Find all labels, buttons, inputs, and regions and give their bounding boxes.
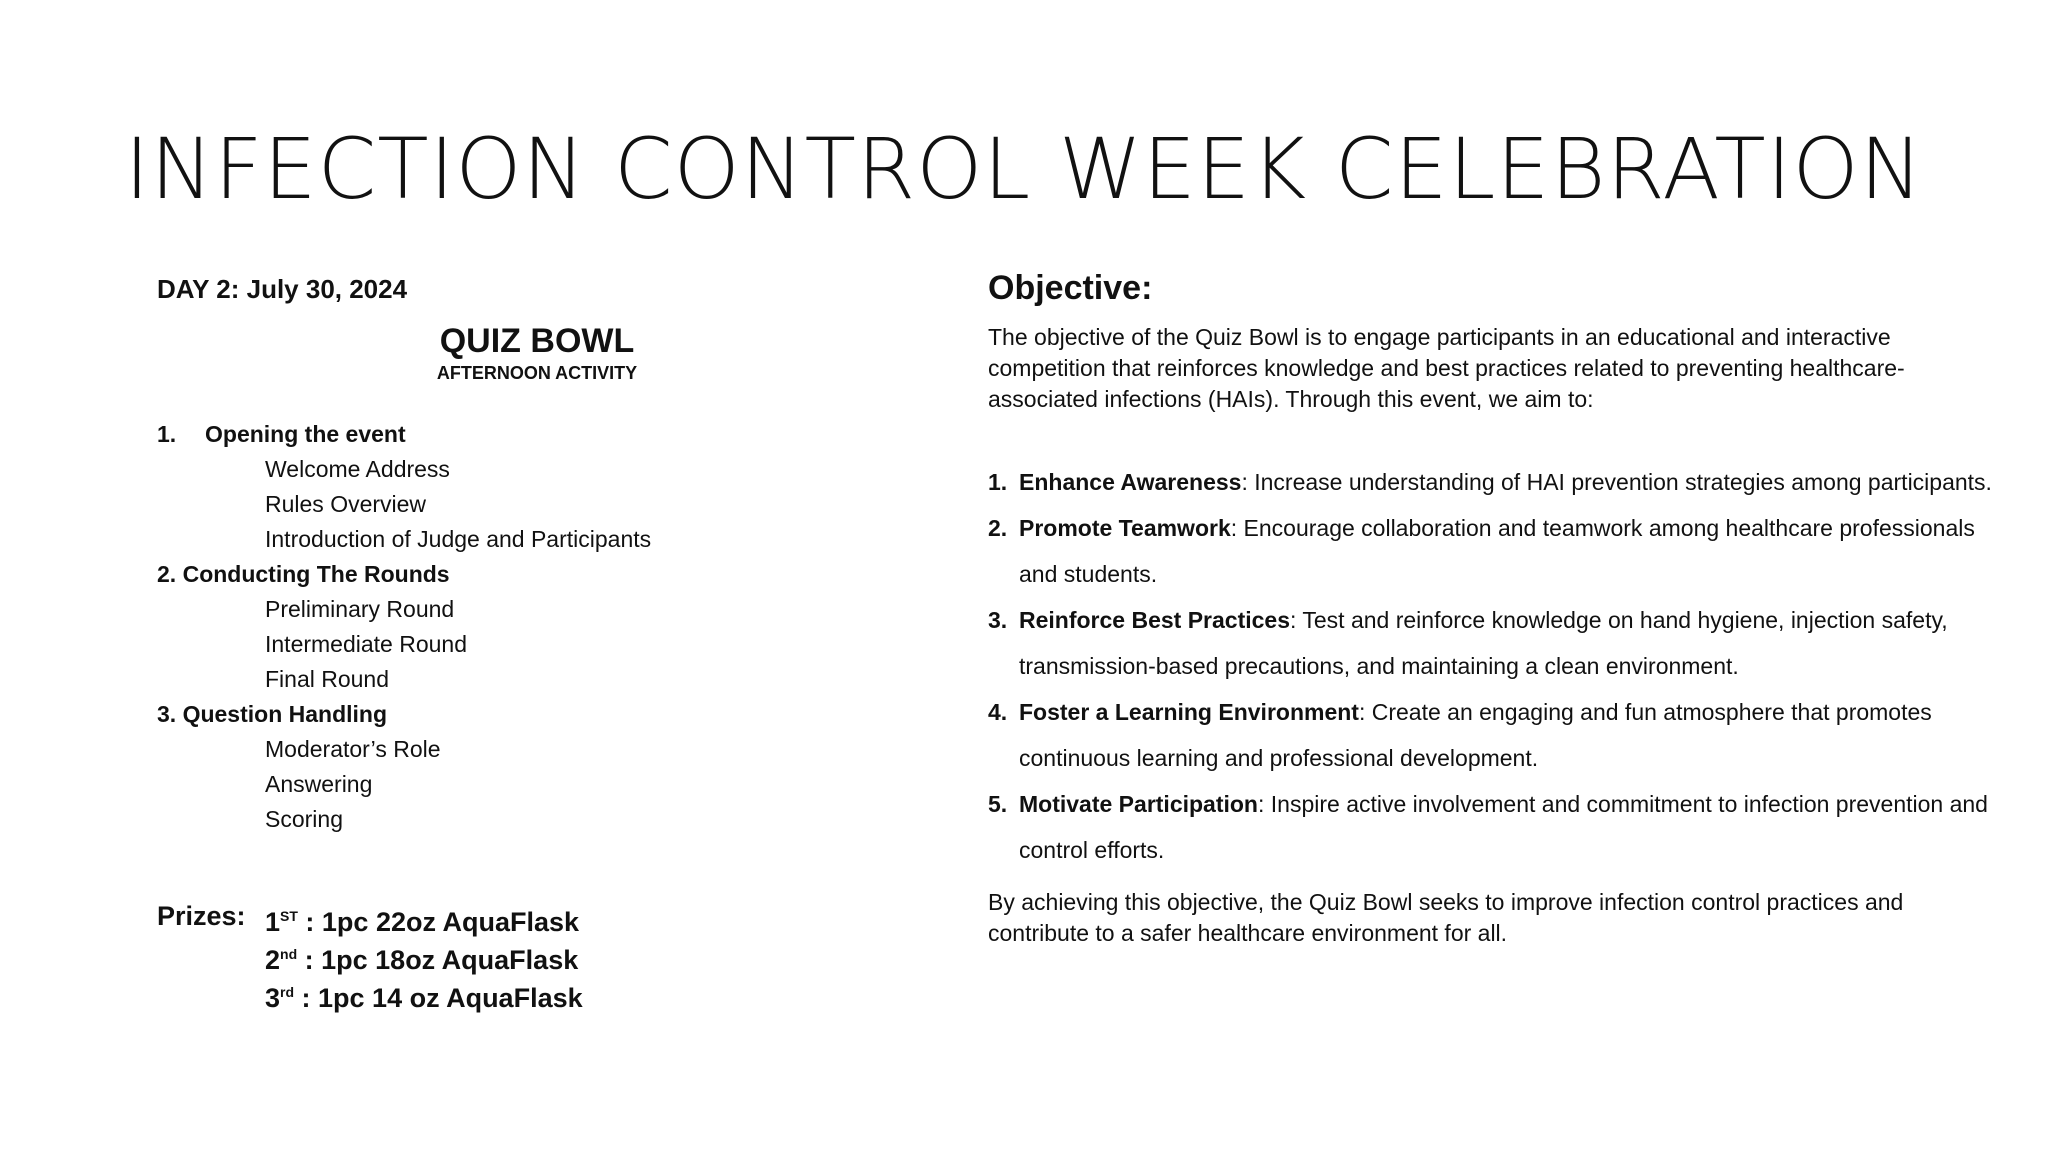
agenda-section [157,697,957,837]
objective-conclusion: By achieving this objective, the Quiz Bowl seeks to improve infection control practices and contribute to a safer healthcare environment for all. [988,889,1904,946]
goal-item [988,689,1998,781]
prize-text: : 1pc 22oz AquaFlask [297,907,580,937]
agenda-item: Moderator’s Role [265,736,441,762]
goal-title: Enhance Awareness [1019,469,1242,495]
goal-number: 4. [988,699,1008,725]
prize-suffix: ST [280,908,298,924]
prize-place: 3 [265,983,281,1013]
goal-item [988,505,1998,597]
prize-suffix: rd [280,984,295,1000]
prize-text: : 1pc 14 oz AquaFlask [294,983,583,1013]
goal-text: : Test and reinforce knowledge on hand hygiene, injection safety, transmission-based precautions, and maintaining a clean environment. [1019,607,1948,679]
goal-title: Reinforce Best Practices [1019,607,1291,633]
section-number: 3. [157,701,177,727]
goal-item [988,459,1998,505]
goals-list [988,459,1998,873]
goal-number: 3. [988,607,1008,633]
goal-title: Promote Teamwork [1019,515,1231,541]
goal-text: : Inspire active involvement and commitment to infection prevention and control efforts. [1019,791,1988,863]
agenda-section [157,557,957,697]
prize-item [265,900,583,938]
quiz-bowl-heading: QUIZ BOWL [439,322,635,360]
goal-title: Foster a Learning Environment [1019,699,1359,725]
agenda-item: Introduction of Judge and Participants [265,526,652,552]
agenda-item: Preliminary Round [265,596,455,622]
objective-intro: The objective of the Quiz Bowl is to engage participants in an educational and interactive competition that reinforces knowledge and best practices related to preventing healthcare-associated infections (HAIs). Through this event, we aim to: [988,324,1905,412]
activity-subheading: AFTERNOON ACTIVITY [436,363,638,383]
prize-place: 2 [265,945,281,975]
section-title [157,697,957,732]
agenda-item: Answering [265,771,373,797]
goal-text: : Increase understanding of HAI prevention strategies among participants. [1241,469,1992,495]
agenda-item: Intermediate Round [265,631,468,657]
section-title [157,417,957,452]
prize-item [265,976,583,1014]
agenda-panel [157,272,957,837]
prize-item [265,938,583,976]
agenda-item: Scoring [265,806,343,832]
goal-number: 5. [988,791,1008,817]
section-number: 1. [157,421,177,447]
prizes-list [265,900,583,1014]
prize-text: : 1pc 18oz AquaFlask [297,945,579,975]
day-date: DAY 2: July 30, 2024 [157,274,408,304]
agenda-item: Rules Overview [265,491,427,517]
prizes-label: Prizes: [157,901,246,931]
section-title-text: Question Handling [182,701,388,727]
goal-item [988,781,1998,873]
objective-heading: Objective: [988,269,1153,307]
goal-number: 2. [988,515,1008,541]
goal-text: : Encourage collaboration and teamwork among healthcare professionals and students. [1019,515,1975,587]
section-title [157,557,957,592]
prize-suffix: nd [280,946,298,962]
agenda-section [157,417,957,557]
section-title-text: Conducting The Rounds [182,561,450,587]
agenda-item: Final Round [265,666,390,692]
agenda-item: Welcome Address [265,456,450,482]
objective-panel [988,266,1998,949]
prize-place: 1 [265,907,281,937]
section-title-text: Opening the event [205,421,406,447]
section-number: 2. [157,561,177,587]
goal-title: Motivate Participation [1019,791,1258,817]
goal-item [988,597,1998,689]
goal-text: : Create an engaging and fun atmosphere that promotes continuous learning and professional development. [1019,699,1932,771]
slide-title: INFECTION CONTROL WEEK CELEBRATION [124,120,1924,218]
goal-number: 1. [988,469,1008,495]
